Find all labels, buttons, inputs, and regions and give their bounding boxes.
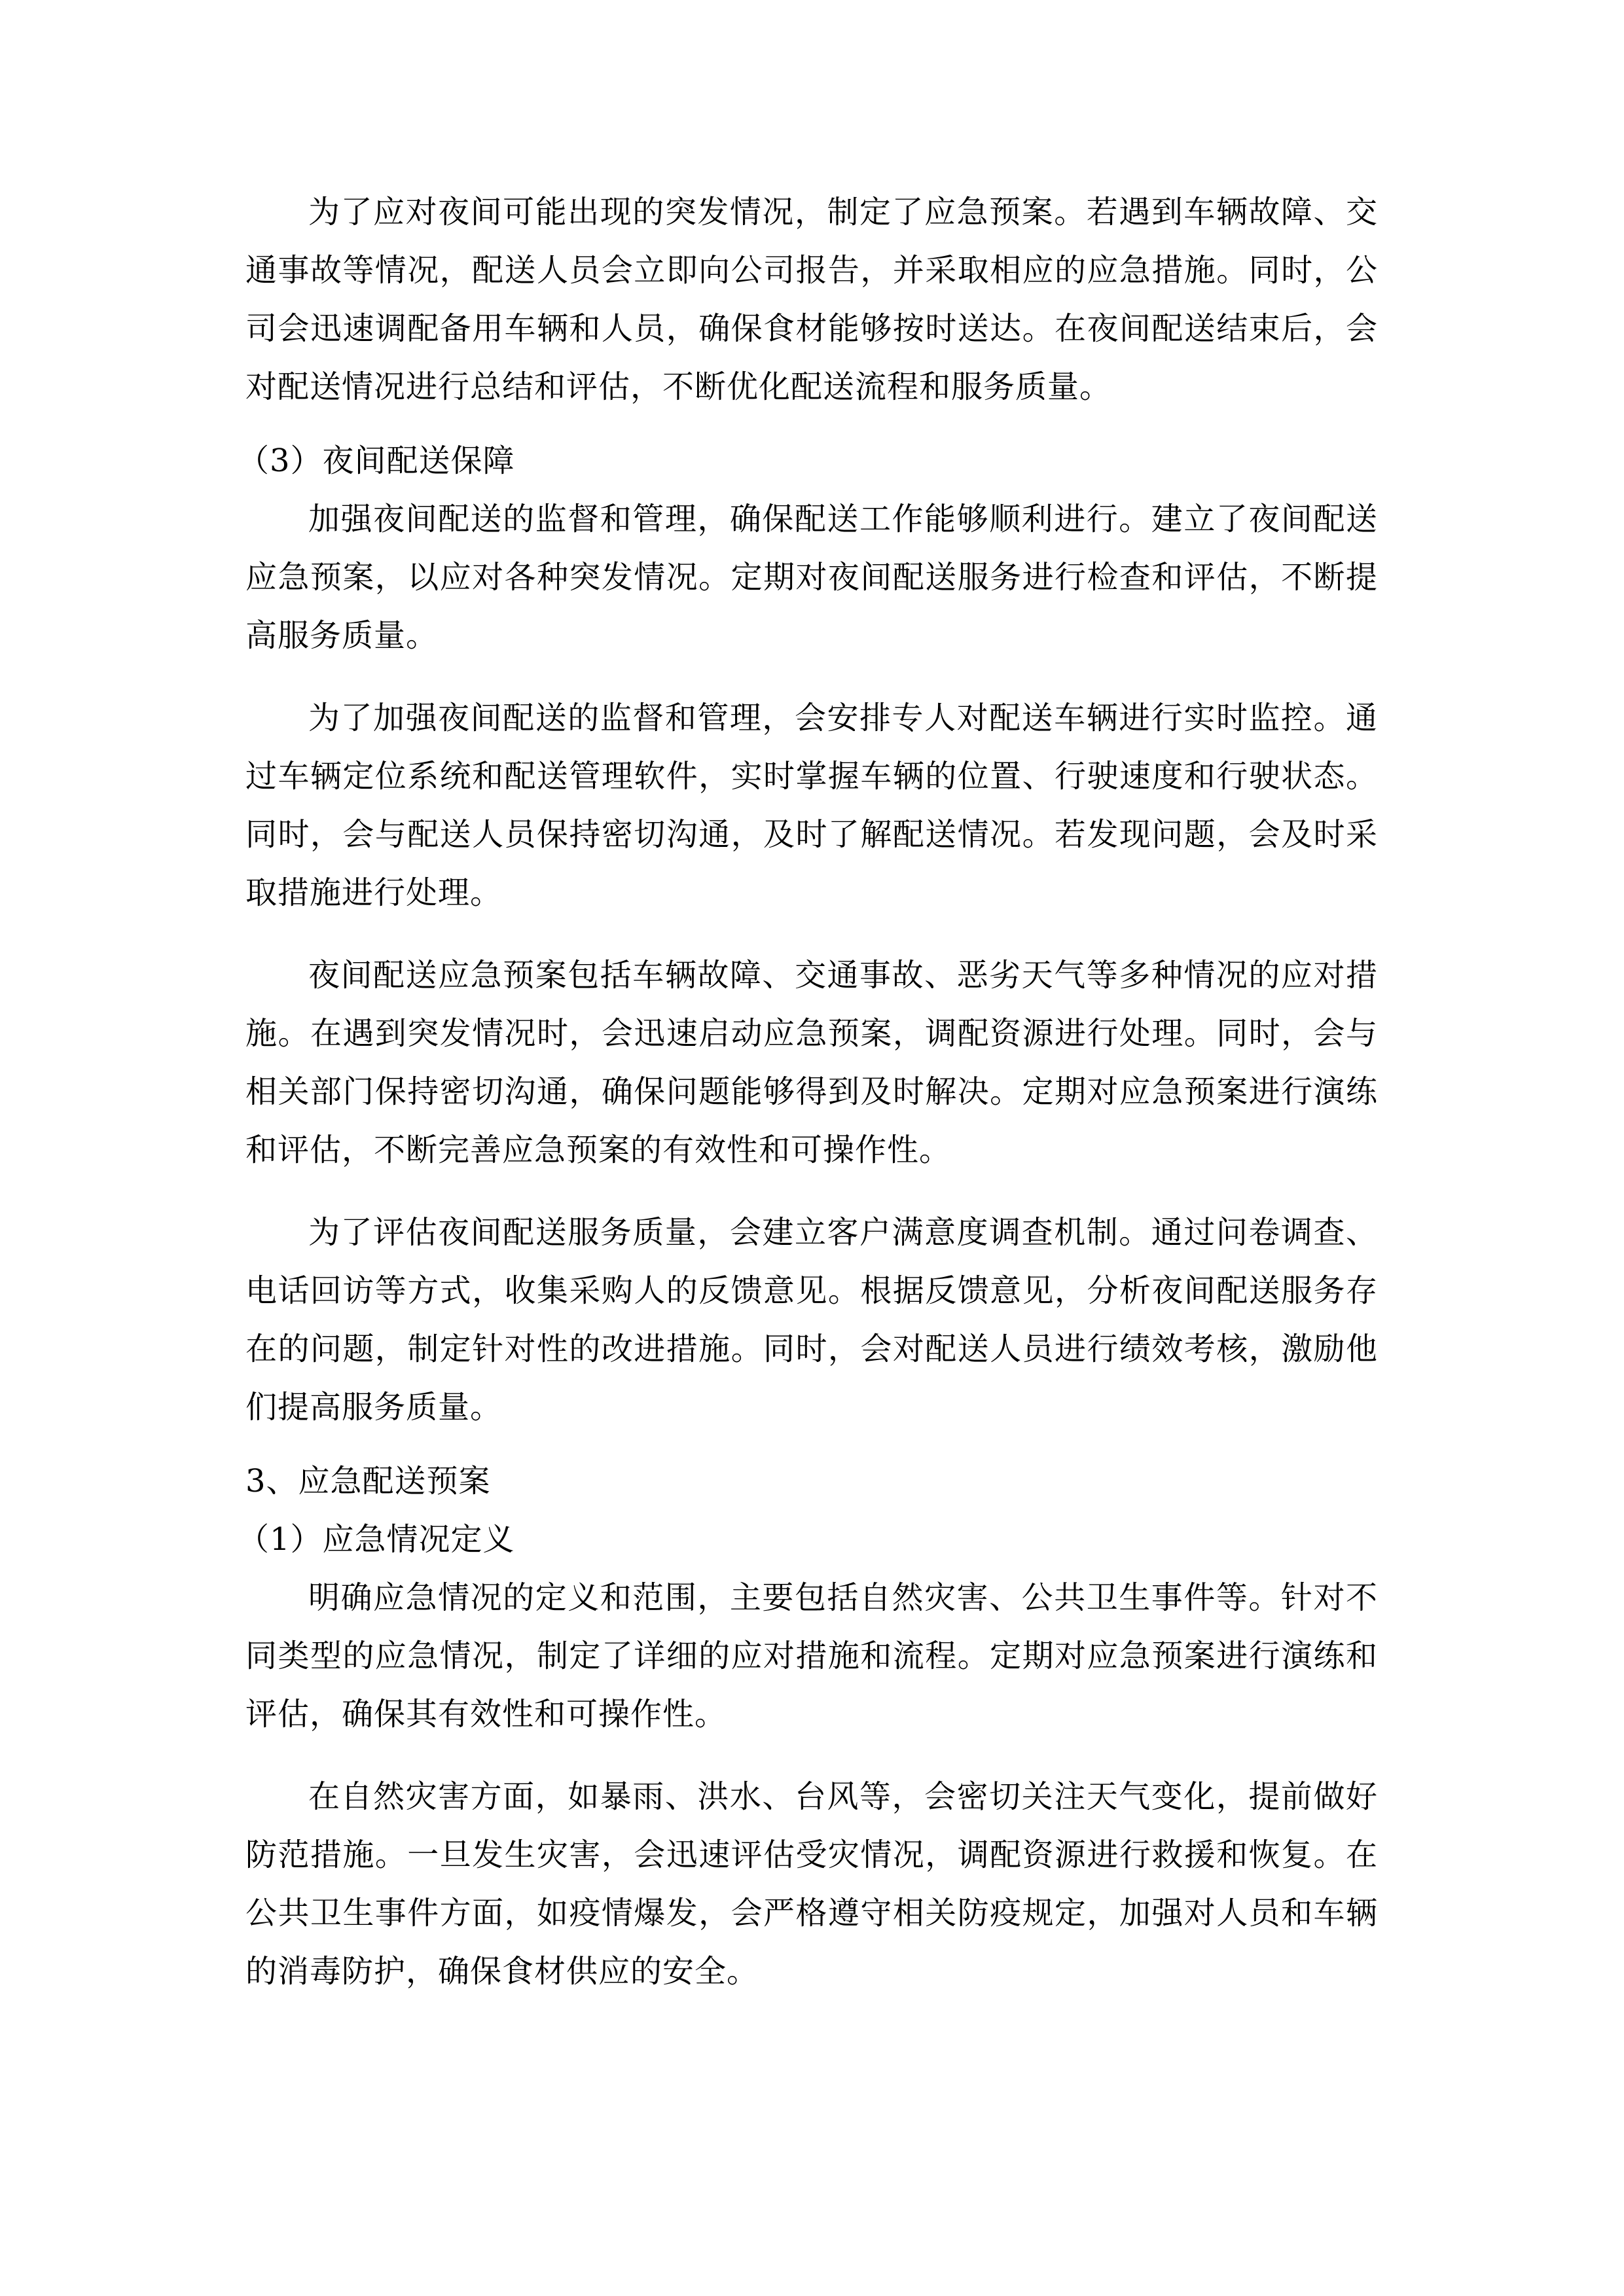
sub-heading-emergency-definition: （1）应急情况定义: [238, 1521, 515, 1558]
paragraph-emergency-definition: 明确应急情况的定义和范围，主要包括自然灾害、公共卫生事件等。针对不同类型的应急情况，制定了详细的应对措施和流程。定期对应急预案进行演练和评估，确保其有效性和可操作性。: [245, 1579, 1378, 1732]
paragraph-night-emergency-plan: 夜间配送应急预案包括车辆故障、交通事故、恶劣天气等多种情况的应对措施。在遇到突发情况时，会迅速启动应急预案，调配资源进行处理。同时，会与相关部门保持密切沟通，确保问题能够得到及时解决。定期对应急预案进行演练和评估，不断完善应急预案的有效性和可操作性。: [245, 957, 1378, 1168]
section-heading-emergency-delivery: 3、应急配送预案: [245, 1463, 491, 1499]
paragraph-real-time-monitoring: 为了加强夜间配送的监督和管理，会安排专人对配送车辆进行实时监控。通过车辆定位系统和配送管理软件，实时掌握车辆的位置、行驶速度和行驶状态。同时，会与配送人员保持密切沟通，及时了解配送情况。若发现问题，会及时采取措施进行处理。: [245, 700, 1378, 911]
document-body: [238, 183, 1378, 2025]
paragraph-night-supervision: 加强夜间配送的监督和管理，确保配送工作能够顺利进行。建立了夜间配送应急预案，以应对各种突发情况。定期对夜间配送服务进行检查和评估，不断提高服务质量。: [245, 501, 1378, 654]
paragraph-natural-disaster-public-health: 在自然灾害方面，如暴雨、洪水、台风等，会密切关注天气变化，提前做好防范措施。一旦发生灾害，会迅速评估受灾情况，调配资源进行救援和恢复。在公共卫生事件方面，如疫情爆发，会严格遵守相关防疫规定，加强对人员和车辆的消毒防护，确保食材供应的安全。: [245, 1778, 1378, 1990]
paragraph-satisfaction-survey: 为了评估夜间配送服务质量，会建立客户满意度调查机制。通过问卷调查、电话回访等方式，收集采购人的反馈意见。根据反馈意见，分析夜间配送服务存在的问题，制定针对性的改进措施。同时，会对配送人员进行绩效考核，激励他们提高服务质量。: [245, 1214, 1378, 1426]
paragraph-emergency-plan-intro: 为了应对夜间可能出现的突发情况，制定了应急预案。若遇到车辆故障、交通事故等情况，配送人员会立即向公司报告，并采取相应的应急措施。同时，公司会迅速调配备用车辆和人员，确保食材能够按时送达。在夜间配送结束后，会对配送情况进行总结和评估，不断优化配送流程和服务质量。: [245, 194, 1378, 405]
section-heading-night-guarantee: （3）夜间配送保障: [238, 442, 515, 479]
